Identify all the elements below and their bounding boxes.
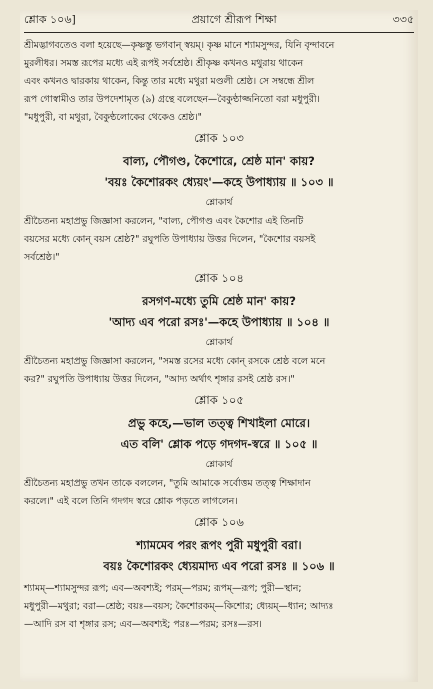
synonyms-line-2: মধুপুরী—মথুরা; বরা—শ্রেষ্ঠ; বয়ঃ—বয়স; কৈশোরকম্—কিশোর; ধ্যেয়ম্—ধ্যান; আদ্যঃ xyxy=(24,601,334,612)
synonyms-block xyxy=(24,581,414,633)
verse-103-meaning-heading: শ্লোকার্থ xyxy=(205,198,233,208)
verse-104-meaning-line-1: শ্রীচৈতন্য মহাপ্রভু জিজ্ঞাসা করলেন, "সমস্ত রসের মধ্যে কোন্ রসকে শ্রেষ্ঠ বলে মনে xyxy=(24,356,326,367)
header-page-number: ৩৩৫ xyxy=(392,12,414,26)
purport-line-4: রূপ গোস্বামীও তার উপদেশামৃত (৯) গ্রন্থে বলেছেন—বৈকুণ্ঠাজ্জনিতো বরা মধুপুরী। xyxy=(24,94,320,105)
synonyms-line-1: শ্যামম্—শ্যামসুন্দর রূপ; এব—অবশ্যই; পরম্—পরম; রূপম্—রূপ; পুরী—স্থান; xyxy=(24,583,302,594)
purport-line-2: মুরলীধর। সমস্ত রূপের মধ্যে এই রূপই সর্বশ্রেষ্ঠ। শ্রীকৃষ্ণ কখনও মথুরায় থাকেন xyxy=(24,58,304,69)
synonyms-line-3: —আদি রস বা শৃঙ্গার রস; এব—অবশ্যই; পরঃ—পরম; রসঃ—রস। xyxy=(24,619,262,630)
verse-106-line-1: শ্যামমেব পরং রূপং পুরী মধুপুরী বরা। xyxy=(136,538,302,552)
header-verse-ref: শ্লোক ১০৬] xyxy=(24,12,76,26)
book-page xyxy=(20,10,418,682)
verse-104-meaning-line-2: কর?" রঘুপতি উপাধ্যায় উত্তর দিলেন, "আদ্য অর্থাৎ শৃঙ্গার রসই শ্রেষ্ঠ রস।" xyxy=(24,374,295,385)
purport-line-1: শ্রীমদ্ভাগবতেও বলা হয়েছে—কৃষ্ণস্তু ভগবান্ স্বয়ম্। কৃষ্ণ মানে শ্যামসুন্দর, যিনি বৃন্দাবনে xyxy=(24,40,335,51)
verse-104-heading: শ্লোক ১০৪ xyxy=(194,271,244,285)
verse-103-meaning-line-1: শ্রীচৈতন্য মহাপ্রভু জিজ্ঞাসা করলেন, "বাল্য, পৌগণ্ড এবং কৈশোর এই তিনটি xyxy=(24,216,304,227)
page-content xyxy=(24,38,414,635)
verse-103-meaning-line-3: সর্বশ্রেষ্ঠ।" xyxy=(24,252,60,263)
verse-104-line-2: 'আদ্য এব পরো রসঃ'—কহে উপাধ্যায় ॥ ১০৪ ॥ xyxy=(108,315,330,329)
verse-103-line-1: বাল্য, পৌগণ্ড, কৈশোরে, শ্রেষ্ঠ মান' কায়? xyxy=(123,154,315,168)
verse-104-block xyxy=(24,270,414,388)
verse-105-line-2: এত বলি' শ্লোক পড়ে গদগদ-স্বরে ॥ ১০৫ ॥ xyxy=(120,437,318,451)
purport-paragraph xyxy=(24,38,414,126)
header-rule xyxy=(24,32,414,33)
verse-105-heading: শ্লোক ১০৫ xyxy=(194,393,244,407)
verse-105-line-1: প্রভু কহে,—ভাল তত্ত্ব শিখাইলা মোরে। xyxy=(128,416,310,430)
verse-104-meaning-heading: শ্লোকার্থ xyxy=(205,338,233,348)
verse-105-meaning-line-1: শ্রীচৈতন্য মহাপ্রভু তখন তাকে বললেন, "তুমি আমাকে সর্বোত্তম তত্ত্ব শিক্ষাদান xyxy=(24,478,311,489)
verse-106-block xyxy=(24,514,414,577)
verse-103-meaning-line-2: বয়সের মধ্যে কোন্ বয়স শ্রেষ্ঠ?" রঘুপতি উপাধ্যায় উত্তর দিলেন, "কৈশোর বয়সই xyxy=(24,234,316,245)
purport-line-5: "মধুপুরী, বা মথুরা, বৈকুণ্ঠলোকের থেকেও শ্রেষ্ঠ।" xyxy=(24,112,202,123)
verse-104-line-1: রসগণ-মধ্যে তুমি শ্রেষ্ঠ মান' কায়? xyxy=(142,294,296,308)
verse-105-meaning-line-2: করলে।" এই বলে তিনি গদগদ স্বরে শ্লোক পড়তে লাগলেন। xyxy=(24,496,238,507)
running-header xyxy=(24,10,414,30)
verse-103-line-2: 'বয়ঃ কৈশোরকং ধ্যেয়ং'—কহে উপাধ্যায় ॥ ১০৩ ॥ xyxy=(104,175,334,189)
verse-103-heading: শ্লোক ১০৩ xyxy=(194,131,244,145)
verse-103-block xyxy=(24,130,414,266)
verse-106-heading: শ্লোক ১০৬ xyxy=(194,515,244,529)
purport-line-3: এবং কখনও দ্বারকায় থাকেন, কিন্তু তার মধ্যে মথুরা মণ্ডলী শ্রেষ্ঠ। সে সম্বন্ধে শ্রীল xyxy=(24,76,315,87)
verse-105-block xyxy=(24,392,414,510)
verse-106-line-2: বয়ঃ কৈশোরকং ধ্যেয়মাদ্য এব পরো রসঃ ॥ ১০৬ ॥ xyxy=(103,559,335,573)
header-chapter-title: প্রয়াগে শ্রীরূপ শিক্ষা xyxy=(191,12,277,26)
verse-105-meaning-heading: শ্লোকার্থ xyxy=(205,460,233,470)
